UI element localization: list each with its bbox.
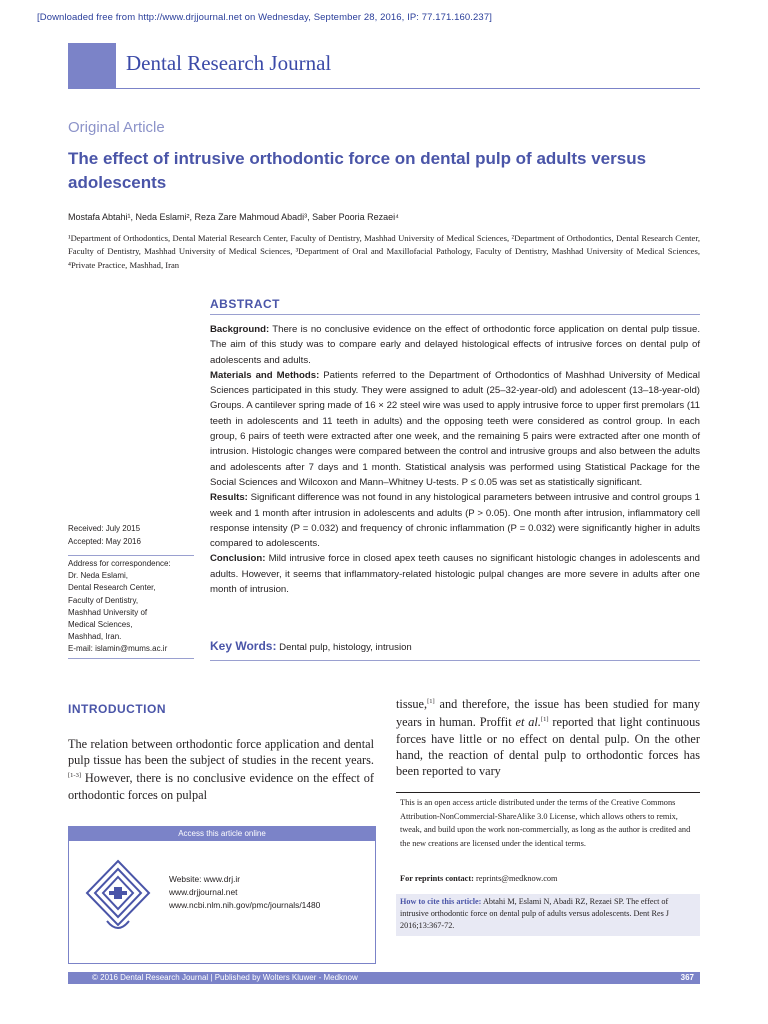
page-footer — [68, 972, 700, 984]
methods-label: Materials and Methods: — [210, 369, 320, 381]
intro-text: reported that light continuous forces have little or no effect on dental pulp. On the other hand, the reaction of dental pulp to orthodontic forces has been reported to vary — [396, 715, 701, 778]
correspondence-line: Mashhad University of — [68, 607, 148, 617]
received-date: Received: July 2015 — [68, 524, 141, 533]
keywords-label: Key Words: — [210, 639, 277, 653]
download-notice: [Downloaded free from http://www.drjjournal.net on Wednesday, September 28, 2016, IP: 77.171.160.237] — [37, 12, 492, 23]
access-article-box — [68, 826, 376, 964]
website-link[interactable]: Website: www.drj.ir — [169, 874, 241, 884]
license-rule — [396, 792, 700, 793]
correspondence-line: Faculty of Dentistry, — [68, 595, 139, 605]
abstract-background — [210, 322, 700, 368]
intro-text: However, there is no conclusive evidence on the effect of orthodontic forces on pulpal — [68, 771, 374, 802]
access-links — [169, 873, 320, 911]
correspondence-box — [68, 555, 194, 659]
intro-text: The relation between orthodontic force application and dental pulp tissue has been the subject of studies in the recent years. — [68, 737, 374, 768]
authors: Mostafa Abtahi¹, Neda Eslami², Reza Zare Mahmoud Abadi³, Saber Pooria Rezaei⁴ — [68, 212, 400, 222]
citation-ref[interactable]: [1-3] — [68, 772, 81, 780]
abstract-body — [210, 322, 700, 597]
intro-text: and therefore, the issue has been studied for many years in human. Proffit — [396, 697, 700, 730]
citation-ref[interactable]: [1] — [427, 698, 435, 705]
journal-name: Dental Research Journal — [126, 51, 332, 75]
correspondence-heading: Address for correspondence: — [68, 559, 171, 568]
keywords-text: Dental pulp, histology, intrusion — [276, 642, 412, 653]
reprints-label: For reprints contact: — [400, 874, 474, 883]
introduction-right-column — [396, 694, 700, 779]
methods-text: Patients referred to the Department of Orthodontics of Mashhad University of Medical Sciences participated in this study. They were assigned to adult (25–32-year-old) and adolescent (13–18-year-old) Groups. A cantilever spring made of 16 × 22 steel wire was used to apply intrusive force to upper first premolars (11 teeth in adolescents and 11 teeth in adults) and the opposing teeth were considered as control group. In each group, 6 pairs of teeth were extracted after one week, and the remaining 5 pairs were extracted after one month of intrusion. Histologic changes were compared between the control and intrusive groups and also between the adults and adolescents after 7 days and 1 month. Statistical analysis was performed using Statistical Package for the Social Sciences and Wilcoxon and Mann–Whitney U-tests. P ≤ 0.05 was set as statistically significant. — [210, 369, 700, 488]
journal-link[interactable]: www.drjjournal.net — [169, 886, 238, 897]
article-dates — [68, 522, 141, 548]
results-label: Results: — [210, 492, 248, 504]
conclusion-text: Mild intrusive force in closed apex teeth causes no significant histologic changes in adolescents and adults. However, it seems that inflammatory-related histologic pulpal changes are more severe in adults after one month of intrusion. — [210, 553, 700, 596]
footer-text: © 2016 Dental Research Journal | Published by Wolters Kluwer - Medknow — [92, 973, 358, 982]
accepted-date: Accepted: May 2016 — [68, 537, 141, 546]
results-text: Significant difference was not found in any histological parameters between intrusive and control groups 1 week and 1 month after intrusion in adolescents and adults (P > 0.05). One month after intrusion, inflammatory cell response intensity (P = 0.032) and frequency of chronic inflammation (P = 0.032) were significantly higher in adults compared to adolescents. — [210, 492, 700, 550]
citation-ref[interactable]: [1] — [540, 716, 549, 724]
correspondence-line: Dr. Neda Eslami, — [68, 571, 129, 581]
article-title: The effect of intrusive orthodontic force on dental pulp of adults versus adolescents — [68, 149, 647, 192]
abstract-conclusion — [210, 551, 700, 597]
affiliations: ¹Department of Orthodontics, Dental Material Research Center, Faculty of Dentistry, Mashhad University of Medical Sciences, ²Department of Orthodontics, Dental Research Center, Faculty of Dentistry, Mashhad University of Medical Sciences, ³Department of Oral and Maxillofacial Pathology, Faculty of Dentistry, Mashhad University of Medical Sciences, ⁴Private Practice, Mashhad, Iran — [68, 233, 700, 270]
how-to-cite-box — [396, 894, 700, 936]
background-label: Background: — [210, 324, 270, 335]
correspondence-line: Medical Sciences, — [68, 620, 133, 630]
et-al: et al. — [515, 715, 541, 730]
correspondence-email[interactable]: E-mail: islamin@mums.ac.ir — [68, 644, 168, 654]
introduction-left-column — [68, 736, 374, 803]
intro-text: tissue, — [396, 697, 428, 712]
article-type: Original Article — [68, 119, 165, 136]
journal-header-block — [68, 43, 116, 88]
pmc-link[interactable]: www.ncbi.nlm.nih.gov/pmc/journals/1480 — [169, 899, 321, 910]
journal-logo-icon — [83, 857, 153, 937]
background-text: There is no conclusive evidence on the effect of orthodontic force application on dental pulp tissue. The aim of this study was to compare early and delayed histological effects of intrusive forces on dental pulp of adolescents and adults. — [210, 324, 700, 366]
page-number: 367 — [680, 973, 694, 982]
abstract-heading: ABSTRACT — [210, 297, 280, 311]
header-rule — [68, 88, 700, 89]
abstract-methods — [210, 368, 700, 490]
correspondence-line: Mashhad, Iran. — [68, 632, 122, 642]
keywords — [210, 639, 412, 653]
reprints-email[interactable]: reprints@medknow.com — [473, 874, 558, 883]
reprints-contact — [400, 874, 558, 883]
cite-label: How to cite this article: — [400, 897, 482, 906]
correspondence-line: Dental Research Center, — [68, 583, 156, 593]
access-box-title: Access this article online — [69, 827, 375, 841]
cite-text: Abtahi M, Eslami N, Abadi RZ, Rezaei SP. The effect of intrusive orthodontic force on dental pulp of adults versus adolescents. Dent Res J 2016;13:367-72. — [400, 897, 669, 930]
keywords-rule — [210, 660, 700, 661]
conclusion-label: Conclusion: — [210, 553, 266, 565]
license-notice: This is an open access article distributed under the terms of the Creative Commons Attribution-NonCommercial-ShareAlike 3.0 License, which allows others to remix, tweak, and build upon the work non-commercially, as long as the author is credited and the new creations are licensed under the identical terms. — [400, 798, 691, 848]
introduction-heading: INTRODUCTION — [68, 702, 166, 716]
abstract-rule — [210, 314, 700, 315]
abstract-results — [210, 490, 700, 551]
